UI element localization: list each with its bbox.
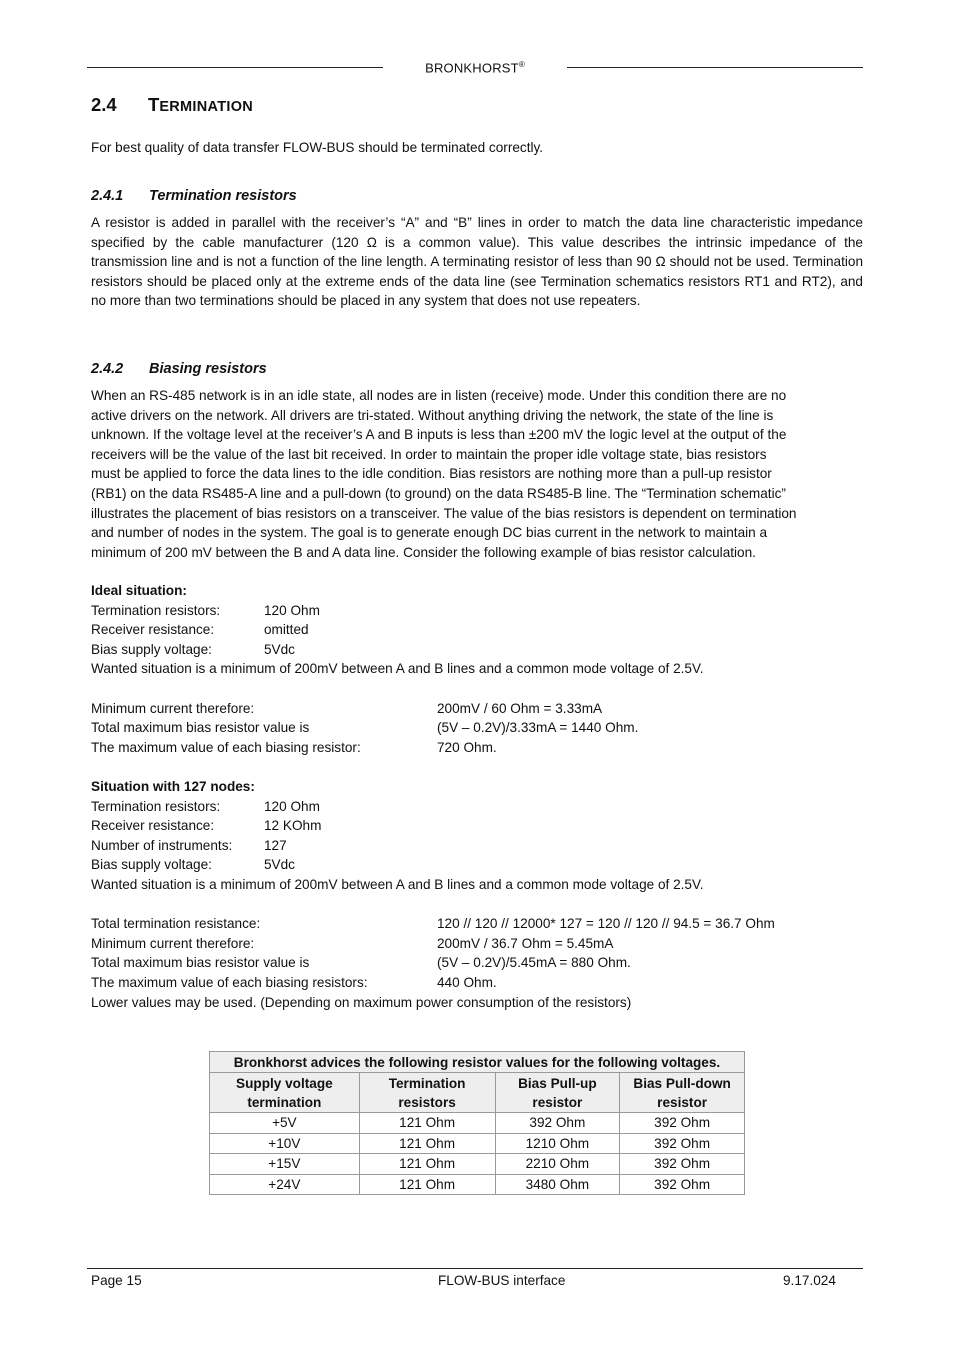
table-cell: +15V — [210, 1154, 360, 1175]
footer-version: 9.17.024 — [783, 1273, 836, 1288]
nodes-heading: Situation with 127 nodes: — [91, 779, 255, 794]
paragraph-line: When an RS-485 network is in an idle state, all nodes are in listen (receive) mode. Under this condition there are no — [91, 388, 787, 403]
footer-page-number: Page 15 — [91, 1273, 142, 1288]
column-header: Bias Pull-down resistor — [620, 1073, 745, 1113]
table-cell: +5V — [210, 1113, 360, 1134]
param-row: Bias supply voltage: 5Vdc — [91, 641, 295, 657]
calc-row: Total maximum bias resistor value is (5V – 0.2V)/5.45mA = 880 Ohm. — [91, 955, 631, 971]
section-heading: 2.4 TERMINATION — [91, 94, 254, 115]
note-line: Lower values may be used. (Depending on maximum power consumption of the resistors) — [91, 994, 632, 1010]
footer-document-title: FLOW-BUS interface — [438, 1273, 566, 1288]
calc-row: The maximum value of each biasing resistor: 720 Ohm. — [91, 739, 497, 755]
ideal-heading: Ideal situation: — [91, 583, 187, 598]
paragraph-line: unknown. If the voltage level at the receiver’s A and B inputs is less than ±200 mV the logic level at the output of the — [91, 427, 787, 443]
nodes-situation — [91, 777, 871, 1012]
paragraph-line: minimum of 200 mV between the B and A data line. Consider the following example of bias resistor calculation. — [91, 544, 756, 560]
column-header: Termination resistors — [359, 1073, 495, 1113]
table-cell: 392 Ohm — [620, 1154, 745, 1175]
table-cell: 392 Ohm — [620, 1174, 745, 1195]
table-cell: +24V — [210, 1174, 360, 1195]
calc-row: The maximum value of each biasing resistors: 440 Ohm. — [91, 974, 497, 990]
param-row: Number of instruments: 127 — [91, 837, 287, 853]
table-cell: 121 Ohm — [359, 1133, 495, 1154]
paragraph-line: and number of nodes in the system. The goal is to generate enough DC bias current in the network to maintain a — [91, 525, 768, 541]
biasing-paragraph — [91, 386, 871, 562]
table-caption-row — [210, 1052, 745, 1073]
column-header: Bias Pull-up resistor — [495, 1073, 620, 1113]
calc-row: Minimum current therefore: 200mV / 36.7 Ohm = 5.45mA — [91, 935, 614, 951]
table-cell: 3480 Ohm — [495, 1174, 620, 1195]
intro-paragraph: For best quality of data transfer FLOW-BUS should be terminated correctly. — [91, 140, 544, 155]
table-cell: 121 Ohm — [359, 1154, 495, 1175]
section-number: 2.4 — [91, 94, 117, 115]
wanted-line: Wanted situation is a minimum of 200mV between A and B lines and a common mode voltage of 2.5V. — [91, 876, 704, 892]
calc-row: Total maximum bias resistor value is (5V – 0.2V)/3.33mA = 1440 Ohm. — [91, 720, 639, 736]
wanted-line: Wanted situation is a minimum of 200mV between A and B lines and a common mode voltage of 2.5V. — [91, 661, 704, 677]
table-cell: 392 Ohm — [620, 1133, 745, 1154]
table-header-row — [210, 1073, 745, 1113]
table-cell: 1210 Ohm — [495, 1133, 620, 1154]
paragraph-line: must be applied to force the data lines to the idle condition. Bias resistors are nothing more than a pull-up resistor — [91, 466, 772, 482]
table-caption: Bronkhorst advices the following resistor values for the following voltages. — [210, 1052, 745, 1073]
blank-line — [91, 679, 871, 699]
table-cell: +10V — [210, 1133, 360, 1154]
paragraph-line: active drivers on the network. All drivers are tri-stated. Without anything driving the network, the state of the line is — [91, 407, 774, 423]
calc-row: Minimum current therefore: 200mV / 60 Ohm = 3.33mA — [91, 700, 603, 716]
table-cell: 392 Ohm — [495, 1113, 620, 1134]
param-row: Bias supply voltage: 5Vdc — [91, 857, 295, 873]
paragraph-line: (RB1) on the data RS485-A line and a pull-down (to ground) on the data RS485-B line. The “Termination schematic” — [91, 485, 786, 501]
paragraph-line: receivers will be the value of the last bit received. In order to maintain the proper idle voltage state, bias resistors — [91, 446, 767, 462]
paragraph-line: illustrates the placement of bias resistors on a transceiver. The value of the bias resistors is dependent on termination — [91, 505, 797, 521]
table-cell: 392 Ohm — [620, 1113, 745, 1134]
param-row: Termination resistors: 120 Ohm — [91, 602, 320, 618]
subsection-heading-termination: 2.4.1 Termination resistors — [91, 188, 297, 204]
param-row: Receiver resistance: omitted — [91, 622, 309, 638]
table-cell: 2210 Ohm — [495, 1154, 620, 1175]
table-row — [210, 1154, 745, 1175]
header-rule-left — [87, 67, 383, 68]
subsection-heading-biasing: 2.4.2 Biasing resistors — [91, 361, 267, 377]
termination-paragraph: A resistor is added in parallel with the receiver’s “A” and “B” lines in order to match the data line characteristic impedance specified by the cable manufacturer (120 Ω is a common value). This value describes the intrinsic impedance of the transmission line and is not a function of the line length. A terminating resistor of less than 90 Ω should not be used. Termination resistors should be placed only at the extreme ends of the data line (see Termination schematics resistors RT1 and RT2), and no more than two terminations should be placed in any system that does not use repeaters. — [91, 215, 863, 308]
param-row: Termination resistors: 120 Ohm — [91, 798, 320, 814]
table-row — [210, 1113, 745, 1134]
header-brand: BRONKHORST® — [425, 60, 525, 76]
param-row: Receiver resistance: 12 KOhm — [91, 818, 322, 834]
ideal-situation — [91, 581, 871, 757]
blank-line — [91, 895, 871, 915]
table-row — [210, 1174, 745, 1195]
table-cell: 121 Ohm — [359, 1113, 495, 1134]
column-header: Supply voltage termination — [210, 1073, 360, 1113]
footer-rule — [87, 1268, 863, 1269]
resistor-values-table — [209, 1051, 745, 1195]
table-row — [210, 1133, 745, 1154]
header-rule-right — [567, 67, 863, 68]
calc-row: Total termination resistance: 120 // 120 // 12000* 127 = 120 // 120 // 94.5 = 36.7 Ohm — [91, 916, 775, 932]
table-cell: 121 Ohm — [359, 1174, 495, 1195]
